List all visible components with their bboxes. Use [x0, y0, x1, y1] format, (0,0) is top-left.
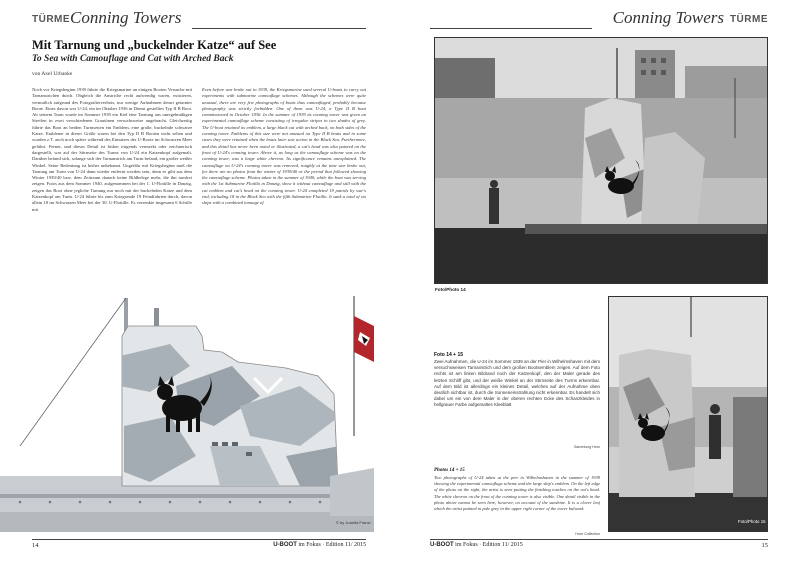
left-footer-rule: [32, 539, 366, 540]
illustration-drawing: [0, 296, 374, 532]
left-header-title: Conning Towers: [70, 8, 182, 27]
caption-credit-german: Sammlung Horn: [574, 445, 600, 449]
article-author: von Axel Urbanke: [32, 71, 73, 77]
right-header-rule: [430, 28, 592, 29]
photo-15-image: [609, 297, 768, 532]
left-header-rule: [192, 28, 366, 29]
right-page-header: [430, 8, 768, 32]
photo-15-label: Foto/Photo 15: [738, 519, 766, 524]
left-header-series: TÜRME: [32, 14, 71, 25]
photo-14-image: [435, 38, 768, 284]
right-header-title: Conning Towers: [612, 8, 724, 27]
caption-title-german: Foto 14 + 15: [434, 352, 464, 358]
right-footer-rule: [430, 539, 768, 540]
right-page-number: 15: [761, 542, 768, 549]
illustration-copyright: © by Juanita Franzi: [336, 520, 371, 525]
left-page-footer: [32, 539, 366, 551]
body-column-german: Noch vor Kriegsbeginn 1939 führte die Kriegsmarine an einigen Booten Versuche mit Tarnanstrichen durch. Obgleich die Anstriche recht aufwendig waren, existieren, vermutlich aufgrund des Fotografierverbots, nur wenige Aufnahmen derart getarnter Boote. Eines davon war U-24, ein im Oktober 1936 in Dienst gestelltes Typ II B Boot. Ab seinem Turm wurde im Sommer 1939 ein Kiel eine Tarnung aus unregelmäßigen Streifen in zwei verschiedenen Grautönen versuchsweise angebracht. Gleichzeitig führte das Boot an beiden Turmseiten ein Emblem, eine große, buckelnde schwarze Katze. Embleme in dieser Größe waren bei den Typ II B Booten nicht selten und wurden z.T. auch noch später während des Einsatzes der U-Boote im Schwarzen Meer geführt. Ferner, und dieses Detail ist bisher nirgends vermerkt oder zeichnerisch dargestellt, war auf der Stirnseite des Turms von U-24 ein Katzenkopf aufgemalt. Darüber befand sich, solange sich der Tarnanstrich am Turm befand, ein großer weißer Winkel. Seine Bedeutung ist bisher unbekannt. Ungefähr mit Kriegsbeginn muß die Tarnung am Turm von U-24 dann wieder entfernt worden sein, denn es gibt aus dem Winter 1939/40 bzw. dem Zeitraum danach keine Bildbelege mehr, die ihn tarnfrei zeigen. Fotos aus dem Sommer 1940, aufgenommen bei der 1. U-Flottille in Danzig, zeigen das Boot ohne jegliche Tarnung nur noch mit der buckelnden Katze und dem Katzenkopf am Turm. U-24 führte bis zum Kriegsende 19 Feindfahrten durch, davon allein 18 im Schwarzen Meer bei der 30. U-Flottille. Es versenkte insgesamt 6 Schiffe mit: [32, 87, 192, 212]
right-header-series: TÜRME: [729, 14, 768, 25]
conning-tower-illustration: [0, 296, 374, 532]
photo-14-label: Foto/Photo 14: [435, 287, 466, 292]
left-page-number: 14: [32, 542, 39, 549]
article-title-german: Mit Tarnung und „buckelnder Katze“ auf See: [32, 38, 277, 52]
right-footer-magazine: [430, 542, 523, 548]
right-footer-brand: U-BOOT: [430, 542, 454, 548]
caption-title-english: Photos 14 + 15: [434, 468, 465, 473]
body-column-english: Even before war broke out in 1939, the Kriegsmarine used several U-boats to carry out experiments with submarine camouflage schemes. Although the schemes were quite unusual, there are very few photographs of boats thus camouflaged, probably because photography was strictly forbidden. One of them was U-24, a Type II B boat commissioned in October 1936. In the summer of 1939 its conning tower was given an experimental camouflage scheme consisting of irregular stripes in two shades of grey. The U-boat retained its emblem, a large black cat with arched back, on both sides of the conning tower. Emblems of this size were not unusual on Type II B boats and in some cases they were retained when the boats later saw action in the Black Sea. Furthermore, and this detail has never been noted or illustrated, a cat's head was also painted on the front of U-24's conning tower. Above it, as long as the camouflage scheme was on the conning tower, was a large white chevron. Its significance remains unexplained. The camouflage on U-24's conning tower was removed, roughly at the time war broke out, for there are no photos from the winter of 1939/40 or the period that followed showing the camouflage scheme. Photos taken in the summer of 1940, while the boat was serving with the 1st Submarine Flotilla in Danzig, show it without camouflage and still with the cat emblem and cat's head on the conning tower. U-24 completed 19 patrols by war's end, including 18 in the Black Sea with the fifth Submarine Flotilla. It sank a total of six ships with a combined tonnage of: [202, 87, 366, 206]
caption-credit-english: Horn Collection: [575, 532, 600, 536]
photo-15: [608, 296, 768, 532]
right-footer-edition: im Fokus · Edition 11/ 2015: [455, 542, 523, 548]
left-page-header: [32, 8, 366, 32]
caption-text-english: Two photographs of U-24 taken at the pier in Wilhelmshaven in the summer of 1939 showing the experimental camouflage scheme and the large ship's emblem. On the left edge of the photo on the right, the artist is seen putting the finishing touches on the cat's head. The white chevron on the front of the conning tower is also visible. One detail visible in the photo above cannot be seen here, however, on account of the sunshine. It is a clover leaf which the artist painted in pale grey in the upper right corner of the tower bulwark.: [434, 475, 600, 512]
article-title-english: To Sea with Camouflage and Cat with Arched Back: [32, 54, 234, 64]
left-footer-brand: U-BOOT: [273, 542, 297, 548]
left-footer-magazine: [273, 542, 366, 548]
photo-14: [434, 37, 768, 284]
caption-text-german: Zwei Aufnahmen, die U-24 im Sommer 1939 an der Pier in Wilhelmshaven mit dem versuchsweisen Tarnanstrich und dem großen Bootsemblem zeigen. Auf dem Foto rechts ist am linken Bildrand noch der Katzenkopf, den der Maler gerade des letzten Schliff gibt, und der weiße Winkel an der Stirnseite des Turms erkennbar. Auf dem Bild ist allerdings ein kleines Detail, welches auf der Aufnahme oben deutlich sichtbar ist, durch die Sonneneinstrahlung nicht erkennbar. Es handelt sich dabei um ein von dem Maler in der oberen rechten Ecke des Schanzkleides in hellgrauer Farbe aufgemaltes Kleeblatt: [434, 359, 600, 408]
right-page-footer: [430, 539, 768, 551]
left-footer-edition: im Fokus · Edition 11/ 2015: [298, 542, 366, 548]
